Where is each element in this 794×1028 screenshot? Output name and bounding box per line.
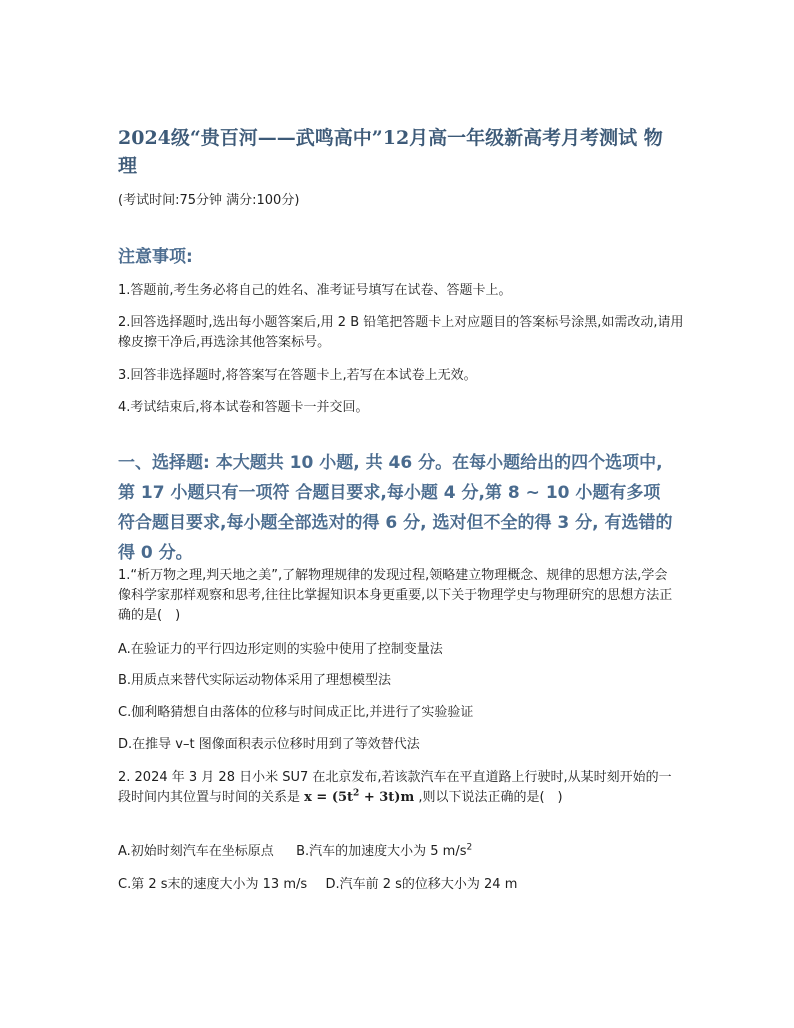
notice-item: 2.回答选择题时,选出每小题答案后,用 2 B 铅笔把答题卡上对应题目的答案标号涂黑,如需改动,请用橡皮擦干净后,再选涂其他答案标号。 [118,315,684,350]
position-formula: $x = (5t^2 + 3t)m$ [304,788,415,805]
exam-info: (考试时间:75分钟 满分:100分) [118,193,300,208]
question-2-option-c: C.第 2 s末的速度大小为 13 m/s [118,877,308,892]
section-heading: 一、选择题: 本大题共 10 小题, 共 46 分。在每小题给出的四个选项中, 第 17 小题只有一项符 合题目要求,每小题 4 分,第 8 ~ 10 小题有多项符合题目要求,每小题全部选对的得 6 分, 选对但不全的得 3 分, 有选错的得 0 分。 [118,453,673,563]
question-2-options-row-2 [118,875,678,895]
notice-item: 4.考试结束后,将本试卷和答题卡一并交回。 [118,400,369,415]
question-2-stem [118,768,680,808]
question-1-stem: 1.“析万物之理,判天地之美”,了解物理规律的发现过程,领略建立物理概念、规律的思想方法,学会像科学家那样观察和思考,往往比掌握知识本身更重要,以下关于物理学史与物理研究的思想方法正确的是( ) [118,568,673,623]
question-1-option-c: C.伽利略猜想自由落体的位移与时间成正比,并进行了实验验证 [118,705,474,720]
notice-heading: 注意事项: [118,247,193,267]
question-2-stem-text: 2. 2024 年 3 月 28 日小米 SU7 在北京发布,若该款汽车在平直道路上行驶时,从某时刻开始的一段时间内其位置与时间的关系是 [118,770,672,805]
exam-title: 2024级“贵百河——武鸣高中”12月高一年级新高考月考测试 物 理 [118,127,663,177]
question-1-option-a: A.在验证力的平行四边形定则的实验中使用了控制变量法 [118,642,443,657]
question-2-stem-tail: ,则以下说法正确的是( ) [414,790,563,805]
question-1-option-d: D.在推导 v–t 图像面积表示位移时用到了等效替代法 [118,737,420,752]
question-1-option-b: B.用质点来替代实际运动物体采用了理想模型法 [118,673,392,688]
notice-item: 1.答题前,考生务必将自己的姓名、准考证号填写在试卷、答题卡上。 [118,283,512,298]
question-2-option-d: D.汽车前 2 s的位移大小为 24 m [325,877,518,892]
question-2-options-row-1 [118,842,678,862]
question-2-option-a: A.初始时刻汽车在坐标原点 [118,844,274,859]
notice-item: 3.回答非选择题时,将答案写在答题卡上,若写在本试卷上无效。 [118,368,477,383]
question-2-option-b: B.汽车的加速度大小为 5 $m/s^2$ [296,842,473,859]
